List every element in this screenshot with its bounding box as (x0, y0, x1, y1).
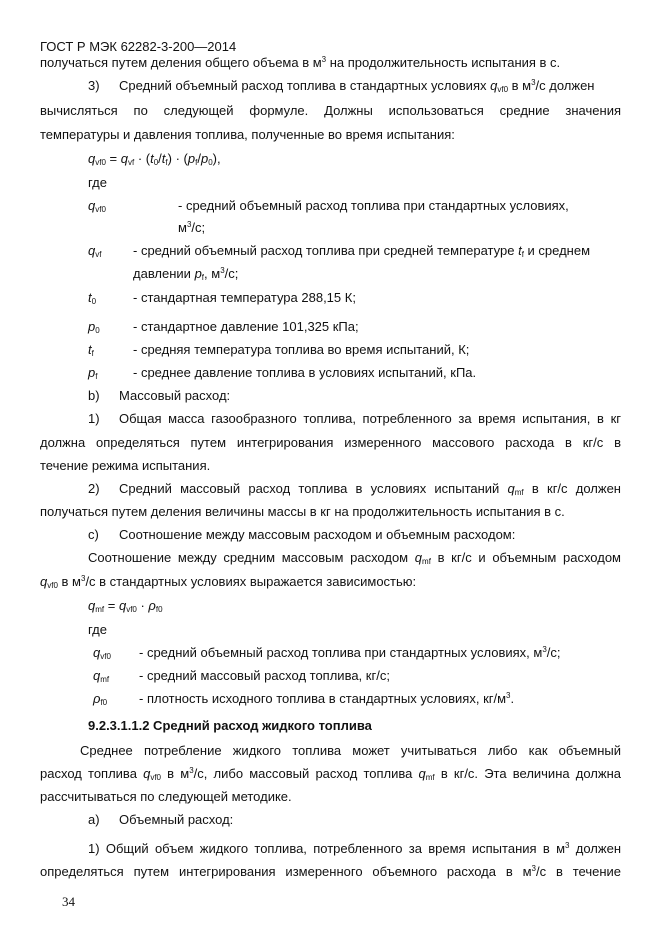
definition: - средний объемный расход топлива при стандартных условиях, (178, 198, 569, 213)
symbol: $\rho_{f0}$ (93, 691, 108, 707)
where-label: где (88, 175, 107, 190)
item-heading: Соотношение между массовым расходом и объемным расходом: (119, 527, 516, 542)
item-number: b) (88, 388, 100, 403)
item-number: с) (88, 527, 99, 542)
definition: - стандартная температура 288,15 К; (133, 290, 356, 305)
text-line: Средний объемный расход топлива в стандартных условиях $q_{vf0}$ в $м^3/с$ должен (119, 78, 595, 94)
document-header: ГОСТ Р МЭК 62282-3-200—2014 (40, 39, 237, 54)
text-line: определяться путем интегрирования измеренного объемного расхода в $м^3/с$ в течение (40, 864, 621, 879)
definition: давлении $p_f$, $м^3/с$; (133, 266, 239, 282)
item-number: 2) (88, 481, 100, 496)
symbol: $q_{mf}$ (93, 668, 110, 684)
item-number: 1) (88, 411, 100, 426)
text-line: 1) Общий объем жидкого топлива, потребленного за время испытания в $м^3$ должен (88, 841, 621, 856)
text-line: $q_{vf0}$ в $м^3/с$ в стандартных условиях выражается зависимостью: (40, 574, 417, 590)
text-line: Соотношение между средним массовым расходом $q_{mf}$ в кг/с и объемным расходом (88, 550, 621, 566)
text-line: Среднее потребление жидкого топлива может учитываться либо как объемный (80, 743, 621, 758)
text-line: расход топлива $q_{vf0}$ в $м^3/с$, либо массовый расход топлива $q_{mf}$ в кг/с. Эта величина должна (40, 766, 621, 782)
definition: - средний массовый расход топлива, кг/с; (139, 668, 390, 683)
formula-mass-rate: $q_{mf} = q_{vf0} \cdot \rho_{f0}$ (88, 598, 163, 614)
definition: - стандартное давление 101,325 кПа; (133, 319, 359, 334)
text-line: Средний массовый расход топлива в условиях испытаний $q_{mf}$ в кг/с должен (119, 481, 621, 497)
symbol: $q_{vf}$ (88, 243, 102, 259)
text-line: получаться путем деления величины массы в кг на продолжительность испытания в с. (40, 504, 565, 519)
definition: - среднее давление топлива в условиях испытаний, кПа. (133, 365, 477, 380)
symbol: $q_{vf0}$ (88, 198, 106, 214)
where-label: где (88, 622, 107, 637)
section-title: 9.2.3.1.1.2 Средний расход жидкого топлива (88, 718, 372, 733)
formula-volume-rate: $q_{vf0} = q_{vf} \cdot (t_0/t_f) \cdot (p_f/p_0)$, (88, 151, 221, 167)
text-line: Общая масса газообразного топлива, потребленного за время испытания, в кг (119, 411, 621, 426)
page-number: 34 (62, 894, 75, 909)
text-line: должна определяться путем интегрирования измеренного массового расхода в кг/с в (40, 435, 621, 450)
definition: $м^3/с$; (178, 220, 206, 235)
definition: - плотность исходного топлива в стандартных условиях, $кг/м^3$. (139, 691, 515, 706)
item-number: 3) (88, 78, 100, 93)
definition: - средний объемный расход топлива при стандартных условиях, $м^3/с$; (139, 645, 561, 660)
symbol: $t_f$ (88, 342, 94, 358)
item-heading: Объемный расход: (119, 812, 234, 827)
item-number: а) (88, 812, 100, 827)
text-line: вычисляться по следующей формуле. Должны использоваться средние значения (40, 103, 621, 118)
item-heading: Массовый расход: (119, 388, 231, 403)
symbol: $q_{vf0}$ (93, 645, 111, 661)
symbol: $p_0$ (88, 319, 100, 335)
symbol: $t_0$ (88, 290, 97, 306)
definition: - средний объемный расход топлива при средней температуре $t_f$ и среднем (133, 243, 591, 259)
text-line: рассчитываться по следующей методике. (40, 789, 292, 804)
text-line: температуры и давления топлива, полученные во время испытания: (40, 127, 455, 142)
text-line: получаться путем деления общего объема в $м^3$ на продолжительность испытания в с. (40, 55, 561, 70)
definition: - средняя температура топлива во время испытаний, К; (133, 342, 470, 357)
text-line: течение режима испытания. (40, 458, 211, 473)
symbol: $p_f$ (88, 365, 98, 381)
